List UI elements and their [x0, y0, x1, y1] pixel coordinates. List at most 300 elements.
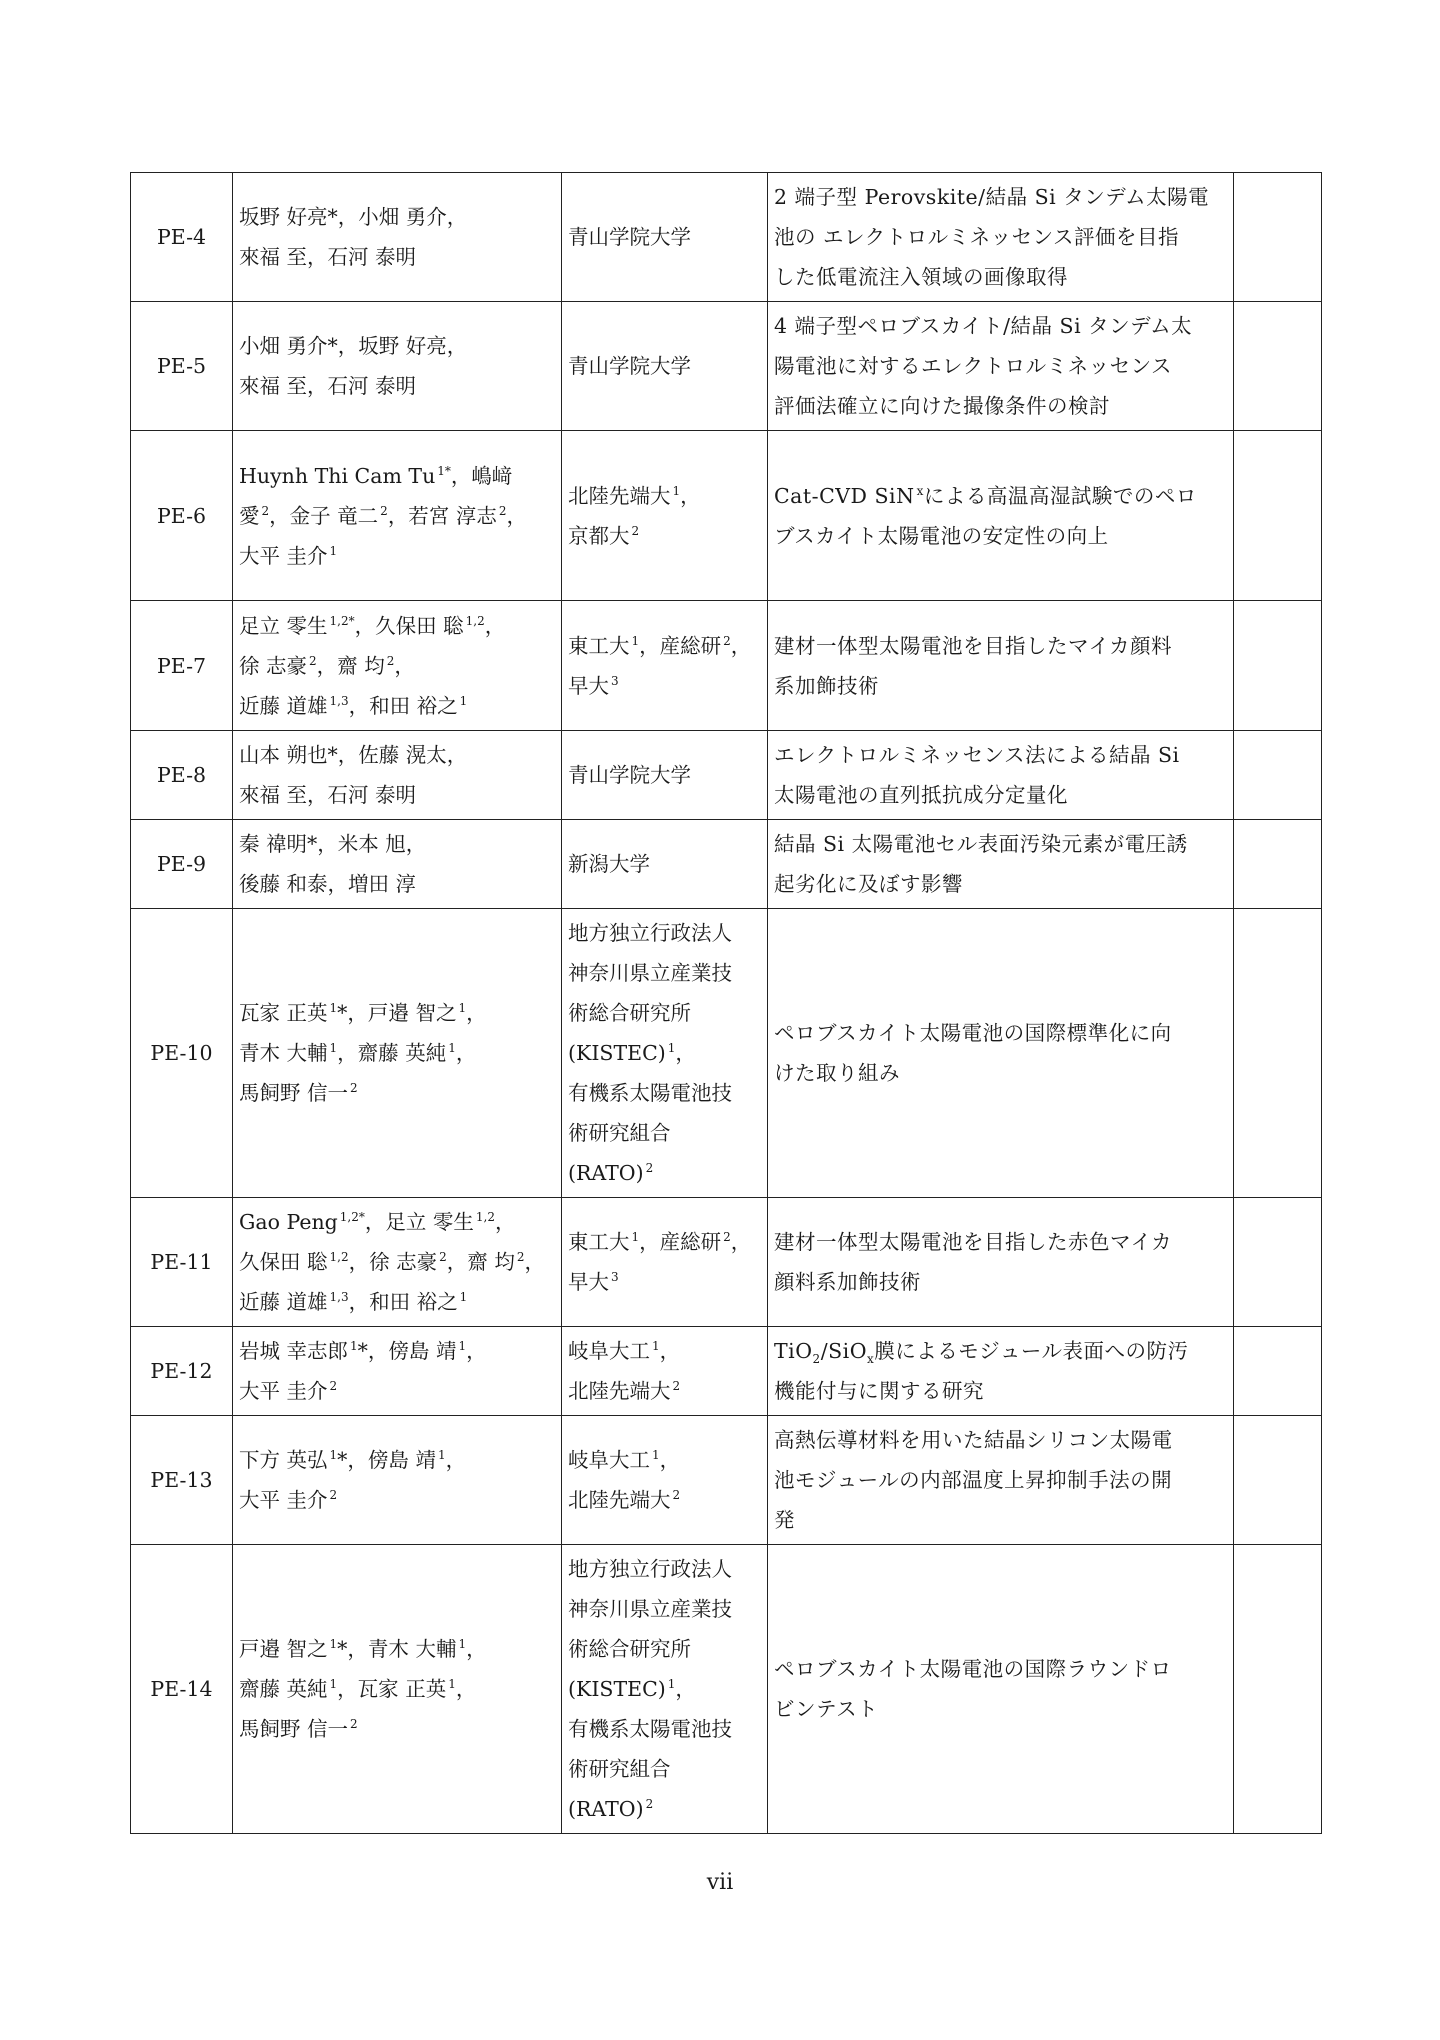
authors-line [239, 1709, 555, 1749]
text-segment: 術研究組合 [568, 1757, 671, 1781]
affiliation-cell [562, 302, 768, 431]
text-segment: 建材一体型太陽電池を目指した赤色マイカ [774, 1230, 1172, 1254]
authors-cell [233, 302, 562, 431]
text-segment: 近藤 道雄 [239, 693, 328, 718]
title-line [774, 516, 1227, 556]
text-segment: 東工大 [568, 1230, 630, 1254]
text-segment: 早大 [568, 673, 609, 698]
superscript: 2 [329, 1379, 338, 1393]
text-segment: *，傍島 靖 [337, 1448, 436, 1472]
affiliation-cell [562, 1198, 768, 1327]
table-row [131, 601, 1322, 731]
affiliation-line [568, 1222, 761, 1262]
subscript: x [867, 1352, 875, 1366]
title-cell [768, 1545, 1234, 1834]
superscript: 1,2* [339, 1210, 365, 1224]
text-segment: 高熱伝導材料を用いた結晶シリコン太陽電 [774, 1428, 1173, 1452]
text-segment: 有機系太陽電池技 [568, 1717, 732, 1741]
superscript: 2 [723, 633, 731, 648]
presentation-id: PE-8 [131, 731, 233, 820]
text-segment: ， [506, 503, 527, 528]
text-segment: ，和田 裕之 [348, 693, 458, 718]
superscript: 1,3 [329, 693, 349, 708]
text-segment: ， [524, 1250, 545, 1274]
presentation-id: PE-7 [131, 601, 233, 731]
superscript: 1 [448, 1677, 456, 1691]
text-segment: 有機系太陽電池技 [568, 1081, 732, 1105]
table-row [131, 820, 1322, 909]
text-segment: ，瓦家 正英 [337, 1677, 447, 1701]
superscript: 1,2 [465, 613, 485, 628]
table-row [131, 1327, 1322, 1416]
text-segment: ， [466, 1637, 487, 1661]
presentation-id: PE-9 [131, 820, 233, 909]
superscript: 2 [498, 503, 507, 518]
blank-cell [1234, 1545, 1322, 1834]
text-segment: *，戸邉 智之 [337, 1001, 457, 1025]
text-segment: 地方独立行政法人 [568, 921, 732, 945]
affiliation-line [568, 1153, 761, 1193]
superscript: 2 [723, 1230, 731, 1244]
text-segment: 顔料系加飾技術 [774, 1270, 921, 1294]
text-segment: 池モジュールの内部温度上昇抑制手法の開 [774, 1468, 1173, 1492]
authors-cell [233, 1416, 562, 1545]
text-segment: Cat-CVD SiN [774, 483, 915, 508]
text-segment: ペロブスカイト太陽電池の国際ラウンドロ [774, 1657, 1172, 1681]
text-segment: 青山学院大学 [568, 225, 691, 249]
text-segment: 徐 志豪 [239, 653, 308, 678]
text-segment: ， [455, 1677, 477, 1701]
title-cell [768, 173, 1234, 302]
affiliation-line [568, 1113, 761, 1153]
affiliation-line [568, 626, 761, 666]
superscript: 2 [672, 1379, 681, 1393]
presentation-id: PE-5 [131, 302, 233, 431]
superscript: 1 [329, 543, 338, 558]
text-segment: /SiO [820, 1339, 868, 1363]
authors-line [239, 496, 555, 536]
superscript: 1 [329, 1637, 338, 1651]
text-segment: ， [466, 1339, 487, 1363]
text-segment: 戸邉 智之 [239, 1637, 328, 1661]
text-segment: 術総合研究所 [568, 1001, 691, 1025]
title-line [774, 775, 1227, 815]
text-segment: 秦 禕明*，米本 旭， [239, 832, 427, 856]
blank-cell [1234, 1198, 1322, 1327]
blank-cell [1234, 302, 1322, 431]
table-row [131, 302, 1322, 431]
authors-line [239, 456, 555, 496]
authors-cell [233, 173, 562, 302]
text-segment: TiO [774, 1339, 813, 1363]
title-line [774, 1689, 1227, 1729]
superscript: 1 [458, 1637, 467, 1651]
authors-line [239, 824, 555, 864]
title-cell [768, 1327, 1234, 1416]
affiliation-cell [562, 731, 768, 820]
authors-line [239, 1371, 555, 1411]
text-segment: (RATO) [568, 1797, 644, 1821]
text-segment: ビンテスト [774, 1697, 879, 1721]
superscript: 2 [516, 1250, 525, 1264]
text-segment: 評価法確立に向けた撮像条件の検討 [774, 394, 1110, 418]
authors-cell [233, 601, 562, 731]
superscript: 2 [309, 653, 317, 668]
affiliation-cell [562, 909, 768, 1198]
text-segment: 瓦家 正英 [239, 1001, 328, 1025]
superscript: 1 [329, 1677, 338, 1691]
superscript: 1 [631, 1230, 640, 1244]
affiliation-line [568, 1749, 761, 1789]
text-segment: ，徐 志豪 [348, 1250, 438, 1274]
affiliation-cell [562, 1545, 768, 1834]
superscript: 2 [631, 523, 640, 538]
title-cell [768, 302, 1234, 431]
authors-line [239, 775, 555, 815]
text-segment: ブスカイト太陽電池の安定性の向上 [774, 523, 1109, 548]
text-segment: 坂野 好亮*，小畑 勇介， [239, 205, 468, 229]
text-segment: エレクトロルミネッセンス法による結晶 Si [774, 743, 1180, 767]
title-line [774, 177, 1227, 217]
title-line [774, 1460, 1227, 1500]
table-row [131, 1416, 1322, 1545]
text-segment: 北陸先端大 [568, 1488, 671, 1512]
authors-line [239, 1202, 555, 1242]
authors-cell [233, 909, 562, 1198]
text-segment: ，産総研 [639, 1230, 722, 1254]
title-line [774, 626, 1227, 666]
text-segment: 青木 大輔 [239, 1041, 328, 1065]
superscript: 3 [611, 673, 619, 688]
superscript: 1,2 [475, 1210, 496, 1224]
affiliation-line [568, 1789, 761, 1829]
text-segment: (KISTEC) [568, 1041, 666, 1065]
superscript: 1 [458, 1339, 467, 1353]
affiliation-line [568, 1629, 761, 1669]
text-segment: 山本 朔也*，佐藤 滉太， [239, 743, 468, 767]
text-segment: 陽電池に対するエレクトロルミネッセンス [774, 354, 1172, 378]
text-segment: ，足立 零生 [364, 1210, 474, 1234]
table-row [131, 731, 1322, 820]
text-segment: 術総合研究所 [568, 1637, 691, 1661]
superscript: 1,2* [329, 613, 355, 628]
superscript: 1 [329, 1001, 338, 1015]
blank-cell [1234, 1327, 1322, 1416]
text-segment: *，青木 大輔 [337, 1637, 457, 1661]
title-line [774, 864, 1227, 904]
presentation-id: PE-14 [131, 1545, 233, 1834]
title-cell [768, 820, 1234, 909]
authors-line [239, 686, 555, 726]
affiliation-cell [562, 431, 768, 601]
affiliation-line [568, 1480, 761, 1520]
text-segment: ，嶋﨑 [450, 463, 513, 488]
superscript: 2 [672, 1488, 681, 1502]
affiliation-line [568, 1331, 761, 1371]
authors-line [239, 1242, 555, 1282]
title-line [774, 1053, 1227, 1093]
title-line [774, 306, 1227, 346]
superscript: 2 [261, 503, 270, 518]
superscript: 1 [672, 483, 681, 498]
title-line [774, 1222, 1227, 1262]
superscript: 2 [350, 1081, 358, 1095]
superscript: 1 [329, 1041, 338, 1055]
text-segment: ，金子 竜二 [269, 503, 379, 528]
text-segment: 後藤 和泰，増田 淳 [239, 872, 417, 896]
text-segment: 足立 零生 [239, 613, 328, 638]
text-segment: 2 端子型 Perovskite/結晶 Si タンデム太陽電 [774, 185, 1210, 209]
text-segment: ペロブスカイト太陽電池の国際標準化に向 [774, 1021, 1172, 1045]
text-segment: 大平 圭介 [239, 1379, 328, 1403]
text-segment: ， [455, 1041, 477, 1065]
affiliation-cell [562, 1327, 768, 1416]
program-table [130, 172, 1322, 1834]
text-segment: 建材一体型太陽電池を目指したマイカ顔料 [774, 633, 1172, 658]
text-segment: 岩城 幸志郎 [239, 1339, 349, 1363]
authors-line [239, 1669, 555, 1709]
blank-cell [1234, 431, 1322, 601]
text-segment: 齋藤 英純 [239, 1677, 328, 1701]
text-segment: ， [659, 1339, 681, 1363]
title-line [774, 257, 1227, 297]
text-segment: ， [730, 1230, 752, 1254]
authors-line [239, 993, 555, 1033]
text-segment: 小畑 勇介*，坂野 好亮， [239, 334, 468, 358]
title-line [774, 217, 1227, 257]
authors-line [239, 1033, 555, 1073]
text-segment: 新潟大学 [568, 852, 650, 876]
superscript: 1 [448, 1041, 456, 1055]
text-segment: ，久保田 聡 [354, 613, 464, 638]
title-cell [768, 601, 1234, 731]
title-line [774, 1500, 1227, 1540]
text-segment: (KISTEC) [568, 1677, 666, 1701]
authors-cell [233, 1545, 562, 1834]
blank-cell [1234, 601, 1322, 731]
superscript: 1 [437, 1448, 446, 1462]
affiliation-line [568, 1709, 761, 1749]
superscript: 1 [667, 1677, 676, 1691]
affiliation-line [568, 1073, 761, 1113]
affiliation-cell [562, 601, 768, 731]
affiliation-cell [562, 1416, 768, 1545]
title-cell [768, 431, 1234, 601]
affiliation-cell [562, 173, 768, 302]
text-segment: 大平 圭介 [239, 543, 328, 568]
text-segment: ， [730, 633, 752, 658]
text-segment: ，齋 均 [446, 1250, 515, 1274]
text-segment: ， [680, 483, 701, 508]
superscript: 2 [645, 1161, 654, 1175]
superscript: 1 [459, 1290, 468, 1304]
authors-cell [233, 731, 562, 820]
superscript: 2 [350, 1717, 358, 1731]
text-segment: ， [466, 1001, 487, 1025]
table-row [131, 1198, 1322, 1327]
affiliation-line [568, 1589, 761, 1629]
authors-line [239, 1440, 555, 1480]
authors-line [239, 864, 555, 904]
authors-line [239, 1073, 555, 1113]
blank-cell [1234, 909, 1322, 1198]
title-line [774, 346, 1227, 386]
affiliation-line [568, 217, 761, 257]
title-line [774, 1649, 1227, 1689]
title-line [774, 1331, 1227, 1371]
text-segment: ， [445, 1448, 467, 1472]
text-segment: 馬飼野 信一 [239, 1717, 349, 1741]
text-segment: 來福 至，石河 泰明 [239, 245, 417, 269]
presentation-id: PE-12 [131, 1327, 233, 1416]
authors-cell [233, 820, 562, 909]
superscript: 2 [380, 503, 388, 518]
affiliation-line [568, 1440, 761, 1480]
text-segment: ， [675, 1677, 696, 1701]
text-segment: ，齋藤 英純 [337, 1041, 447, 1065]
authors-cell [233, 431, 562, 601]
text-segment: した低電流注入領域の画像取得 [774, 265, 1068, 289]
blank-cell [1234, 820, 1322, 909]
text-segment: 京都大 [568, 523, 630, 548]
blank-cell [1234, 731, 1322, 820]
text-segment: Gao Peng [239, 1210, 338, 1234]
text-segment: 馬飼野 信一 [239, 1081, 349, 1105]
text-segment: 來福 至，石河 泰明 [239, 374, 417, 398]
affiliation-line [568, 1669, 761, 1709]
subscript: 2 [812, 1352, 821, 1366]
text-segment: ，和田 裕之 [348, 1290, 458, 1314]
superscript: 1,3 [329, 1290, 349, 1304]
affiliation-line [568, 993, 761, 1033]
authors-line [239, 646, 555, 686]
superscript: 2 [386, 653, 395, 668]
affiliation-cell [562, 820, 768, 909]
affiliation-line [568, 1262, 761, 1302]
affiliation-line [568, 913, 761, 953]
authors-line [239, 1629, 555, 1669]
affiliation-line [568, 1371, 761, 1411]
text-segment: 北陸先端大 [568, 483, 671, 508]
affiliation-line [568, 666, 761, 706]
affiliation-line [568, 476, 761, 516]
superscript: 3 [611, 1270, 619, 1284]
superscript: 1 [631, 633, 640, 648]
text-segment: 太陽電池の直列抵抗成分定量化 [774, 783, 1068, 807]
superscript: x [916, 483, 924, 498]
text-segment: けた取り組み [774, 1061, 900, 1085]
text-segment: ， [659, 1448, 681, 1472]
title-line [774, 1262, 1227, 1302]
superscript: 2 [329, 1488, 338, 1502]
authors-line [239, 735, 555, 775]
authors-line [239, 1480, 555, 1520]
table-row [131, 1545, 1322, 1834]
text-segment: 青山学院大学 [568, 763, 691, 787]
text-segment: による高温高湿試験でのペロ [923, 483, 1197, 508]
text-segment: ， [675, 1041, 696, 1065]
text-segment: ，齋 均 [316, 653, 385, 678]
authors-line [239, 1331, 555, 1371]
text-segment: 北陸先端大 [568, 1379, 671, 1403]
text-segment: 系加飾技術 [774, 673, 879, 698]
text-segment: 下方 英弘 [239, 1448, 328, 1472]
text-segment: 起劣化に及ぼす影響 [774, 872, 963, 896]
authors-line [239, 366, 555, 406]
text-segment: 岐阜大工 [568, 1448, 650, 1472]
blank-cell [1234, 1416, 1322, 1545]
text-segment: Huynh Thi Cam Tu [239, 463, 436, 488]
title-line [774, 666, 1227, 706]
affiliation-line [568, 1033, 761, 1073]
table-row [131, 173, 1322, 302]
authors-line [239, 237, 555, 277]
presentation-id: PE-4 [131, 173, 233, 302]
text-segment: 來福 至，石河 泰明 [239, 783, 417, 807]
affiliation-line [568, 1549, 761, 1589]
superscript: 1 [329, 1448, 338, 1462]
presentation-id: PE-11 [131, 1198, 233, 1327]
blank-cell [1234, 173, 1322, 302]
superscript: 1 [459, 693, 468, 708]
title-line [774, 1371, 1227, 1411]
authors-line [239, 326, 555, 366]
superscript: 1 [350, 1339, 358, 1353]
text-segment: 池の エレクトロルミネッセンス評価を目指 [774, 225, 1179, 249]
text-segment: 大平 圭介 [239, 1488, 328, 1512]
text-segment: ，産総研 [639, 633, 722, 658]
text-segment: 地方独立行政法人 [568, 1557, 732, 1581]
title-cell [768, 1416, 1234, 1545]
text-segment: ，若宮 淳志 [387, 503, 497, 528]
table-row [131, 431, 1322, 601]
authors-cell [233, 1327, 562, 1416]
text-segment: 4 端子型ペロブスカイト/結晶 Si タンデム太 [774, 314, 1193, 338]
text-segment: 久保田 聡 [239, 1250, 328, 1274]
authors-line [239, 606, 555, 646]
authors-cell [233, 1198, 562, 1327]
superscript: 2 [645, 1797, 654, 1811]
text-segment: 岐阜大工 [568, 1339, 650, 1363]
text-segment: ， [495, 1210, 516, 1234]
presentation-id: PE-6 [131, 431, 233, 601]
text-segment: 術研究組合 [568, 1121, 671, 1145]
text-segment: 膜によるモジュール表面への防汚 [874, 1339, 1189, 1363]
text-segment: ， [394, 653, 415, 678]
superscript: 1* [437, 463, 451, 478]
superscript: 1 [652, 1339, 660, 1353]
affiliation-line [568, 516, 761, 556]
presentation-id: PE-10 [131, 909, 233, 1198]
title-line [774, 1420, 1227, 1460]
presentation-id: PE-13 [131, 1416, 233, 1545]
title-line [774, 824, 1227, 864]
text-segment: 東工大 [568, 633, 630, 658]
affiliation-line [568, 844, 761, 884]
text-segment: 結晶 Si 太陽電池セル表面汚染元素が電圧誘 [774, 832, 1188, 856]
text-segment: (RATO) [568, 1161, 644, 1185]
text-segment: ， [484, 613, 506, 638]
superscript: 1 [667, 1041, 676, 1055]
title-cell [768, 1198, 1234, 1327]
affiliation-line [568, 346, 761, 386]
title-line [774, 1013, 1227, 1053]
page-number: vii [706, 1870, 734, 1895]
authors-line [239, 197, 555, 237]
title-cell [768, 909, 1234, 1198]
title-cell [768, 731, 1234, 820]
text-segment: *，傍島 靖 [357, 1339, 457, 1363]
